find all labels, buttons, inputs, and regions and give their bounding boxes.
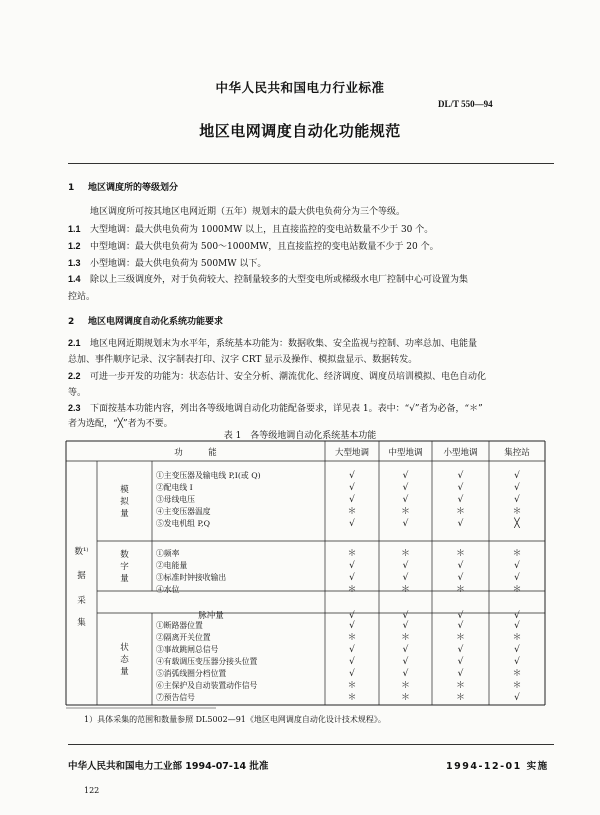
requirement-mark: √ [514, 693, 520, 703]
requirement-mark: √ [402, 621, 409, 631]
requirement-mark: √ [457, 483, 464, 493]
requirement-mark: ＊ [400, 633, 411, 643]
group-label-char: 量 [120, 509, 129, 519]
function-item: ①频率 [156, 549, 180, 558]
function-item: ②电能量 [156, 561, 188, 570]
footer-rule [68, 744, 554, 745]
requirement-mark: √ [514, 495, 520, 505]
requirement-mark: ＊ [512, 669, 522, 679]
outer-label-char: 采 [77, 596, 86, 606]
approval-date: 中华人民共和国电力工业部 1994-07-14 批准 [68, 761, 269, 772]
clause-1-4-cont: 控站。 [68, 292, 96, 302]
function-item: ②配电线 I [156, 483, 193, 492]
requirement-mark: √ [514, 657, 520, 667]
function-item: ②隔离开关位置 [156, 633, 211, 642]
clause-1-3: 1.3 小型地调：最大供电负荷为 500MW 以下。 [68, 258, 267, 269]
requirement-mark: ＊ [512, 585, 522, 595]
requirement-mark: √ [457, 519, 464, 529]
function-item: ③事故跳闸总信号 [156, 645, 219, 654]
outer-label-char: 集 [77, 618, 86, 628]
clause-1-2: 1.2 中型地调：最大供电负荷为 500～1000MW，且直接监控的变电站数量不少于 20 个。 [68, 241, 439, 252]
section-title: 地区调度所的等级划分 [88, 183, 179, 193]
requirement-mark: √ [349, 621, 355, 631]
requirement-mark: √ [349, 611, 355, 621]
document-title: 地区电网调度自动化功能规范 [199, 122, 401, 140]
requirement-mark: ＊ [512, 633, 522, 643]
requirement-mark: ＊ [347, 681, 357, 691]
group-label-char: 状 [120, 643, 129, 653]
section-1-intro: 地区调度所可按其地区电网近期（五年）规划末的最大供电负荷分为三个等级。 [90, 207, 406, 217]
header-level-2: 中型地调 [388, 448, 423, 458]
requirement-mark: √ [349, 471, 355, 481]
group-label-char: 态 [120, 655, 129, 665]
section-number: 2 [68, 317, 75, 327]
requirement-mark: √ [514, 645, 520, 655]
requirement-mark: √ [402, 611, 409, 621]
requirement-mark: √ [402, 519, 409, 529]
clause-2-3-cont: 者为选配，“╳”者为不要。 [68, 419, 173, 429]
requirement-mark: √ [349, 657, 355, 667]
requirement-mark: √ [402, 471, 409, 481]
requirement-mark: √ [514, 561, 520, 571]
requirement-mark: √ [402, 495, 409, 505]
outer-label-char: 数¹⁾ [74, 547, 89, 557]
requirement-mark: ＊ [455, 681, 466, 691]
clause-2-3: 2.3 下面按基本功能内容，列出各等级地调自动化功能配备要求，详见表 1。表中：“√”者为必备，“＊” [68, 403, 483, 414]
function-item: ③母线电压 [156, 495, 195, 504]
requirement-mark: √ [457, 561, 464, 571]
clause-1-4: 1.4 除以上三级调度外，对于负荷较大、控制量较多的大型变电所或梯级水电厂控制中心可设置为集 [68, 274, 469, 285]
requirement-mark: ＊ [347, 693, 357, 703]
requirement-mark: ＊ [400, 549, 411, 559]
requirement-mark: √ [457, 621, 464, 631]
requirement-mark: √ [457, 495, 464, 505]
requirement-mark: √ [514, 621, 520, 631]
requirement-mark: √ [457, 573, 464, 583]
requirement-mark: √ [514, 471, 520, 481]
requirement-mark: √ [349, 561, 355, 571]
header-level-4: 集控站 [504, 448, 530, 458]
group-label-char: 字 [120, 562, 129, 572]
requirement-mark: ＊ [455, 549, 466, 559]
requirement-mark: ＊ [512, 507, 522, 517]
requirement-mark: ＊ [512, 549, 522, 559]
requirement-mark: ＊ [347, 585, 357, 595]
requirement-mark: √ [349, 645, 355, 655]
requirement-mark: √ [402, 483, 409, 493]
clause-2-2-cont: 等。 [68, 388, 87, 398]
requirement-mark: ＊ [400, 693, 411, 703]
requirement-mark: ＊ [512, 681, 522, 691]
requirement-mark: √ [402, 645, 409, 655]
function-item: ④主变压器温度 [156, 507, 211, 516]
section-title: 地区电网调度自动化系统功能要求 [88, 317, 224, 327]
requirement-mark: √ [349, 519, 355, 529]
function-item: ⑦预告信号 [156, 693, 195, 702]
requirement-mark: √ [402, 561, 409, 571]
requirement-mark: √ [349, 483, 355, 493]
function-item: ④水位 [156, 585, 180, 594]
requirement-mark: ＊ [400, 507, 411, 517]
requirement-mark: √ [457, 471, 464, 481]
function-item: ⑤发电机组 P,Q [156, 519, 210, 528]
standard-code: DL/T 550—94 [438, 99, 493, 109]
requirement-mark: √ [457, 645, 464, 655]
outer-label-char: 据 [77, 571, 86, 581]
requirement-mark: √ [402, 657, 409, 667]
requirement-mark: ＊ [455, 693, 466, 703]
requirement-mark: ＊ [455, 633, 466, 643]
requirement-mark: √ [514, 483, 520, 493]
function-item: ⑥主保护及自动装置动作信号 [156, 681, 258, 690]
group-label-char: 量 [120, 667, 129, 677]
requirement-mark: √ [349, 495, 355, 505]
group-label-char: 模 [120, 485, 129, 495]
function-item: ④有载调压变压器分接头位置 [156, 657, 258, 666]
page-number: 122 [84, 786, 100, 795]
requirement-mark: ＊ [347, 549, 357, 559]
table-footnote: 1）具体采集的范围和数量参照 DL5002—91《地区电网调度自动化设计技术规程》。 [84, 715, 386, 724]
header-level-3: 小型地调 [443, 448, 478, 458]
requirement-mark: √ [457, 669, 464, 679]
requirement-mark: √ [349, 573, 355, 583]
function-item: ①主变压器及输电线 P,I(或 Q) [156, 471, 261, 480]
requirement-mark: ╳ [514, 519, 520, 529]
function-item: ③标准时钟接收输出 [156, 573, 227, 582]
requirement-mark: √ [514, 611, 520, 621]
requirement-mark: √ [457, 657, 464, 667]
header-level-1: 大型地调 [334, 448, 370, 458]
clause-2-2: 2.2 可进一步开发的功能为：状态估计、安全分析、潮流优化、经济调度、调度员培训模拟、电色自动化 [68, 371, 487, 382]
table-caption: 表 1 各等级地调自动化系统基本功能 [223, 431, 377, 441]
requirement-mark: ＊ [455, 507, 466, 517]
clause-2-1: 2.1 地区电网近期规划末为水平年，系统基本功能为：数据收集、安全监视与控制、功率总加、电能量 [68, 338, 478, 349]
group-label-char: 量 [120, 574, 129, 584]
group-label-char: 数 [120, 550, 129, 560]
requirement-mark: √ [349, 669, 355, 679]
group-label-char: 拟 [120, 497, 129, 507]
function-item: ①断路器位置 [156, 621, 203, 630]
requirement-mark: √ [514, 573, 520, 583]
requirement-mark: √ [402, 573, 409, 583]
header-function: 功 能 [174, 448, 217, 458]
function-item: ⑤消弧线圈分档位置 [156, 669, 227, 678]
requirement-mark: ＊ [400, 585, 411, 595]
requirement-mark: ＊ [347, 507, 357, 517]
clause-1-1: 1.1 大型地调：最大供电负荷为 1000MW 以上，且直接监控的变电站数量不少于 30 个。 [68, 224, 434, 235]
standard-org-title: 中华人民共和国电力行业标准 [215, 80, 385, 95]
effective-date: 1994-12-01 实施 [446, 761, 549, 772]
section-number: 1 [68, 183, 75, 193]
requirement-mark: ＊ [347, 633, 357, 643]
clause-2-1-cont: 总加、事件顺序记录、汉字制表打印、汉字 CRT 显示及操作、模拟盘显示、数据转发。 [68, 355, 418, 365]
requirement-mark: ＊ [400, 681, 411, 691]
requirement-mark: ＊ [455, 585, 466, 595]
function-item: 脉冲量 [198, 611, 224, 621]
requirement-mark: √ [457, 611, 464, 621]
requirement-mark: √ [402, 669, 409, 679]
